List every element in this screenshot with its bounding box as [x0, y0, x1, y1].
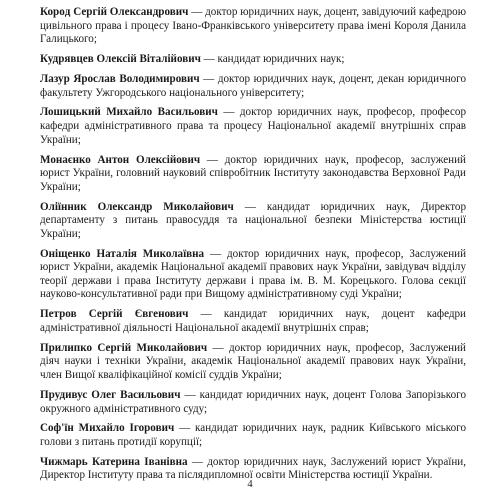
entry	[40, 201, 466, 242]
entry	[40, 53, 466, 67]
person-name: Корoд Сергій Олександрович	[40, 6, 189, 18]
person-description: — доктор юридичних наук, доцент, завідуючий кафедрою цивільного права і процесу Івано-Франківського університету права імені Короля Данила Галицького;	[40, 6, 466, 46]
person-description: — кандидат юридичних наук, доцент Голова Запорізького окружного адміністративного суду;	[40, 388, 466, 415]
entry	[40, 73, 466, 100]
person-description: — доктор юридичних наук, професор, Заслужений юрист України, академік Національної академії правових наук України, завідувач відділу теорії держави і права Інституту держави і права ім. В. М. Корецького. Голова секції науково-консультативної ради при Вищому адміністративному суді України;	[40, 247, 467, 301]
entry	[40, 342, 466, 383]
person-description: — кандидат юридичних наук, Директор департаменту з питань правосуддя та національної безпеки Міністерства юстиції України;	[40, 200, 466, 240]
entry	[40, 6, 466, 47]
entry	[40, 389, 466, 416]
person-description: — доктор юридичних наук, професор, заслужений юрист України, головний науковий співробітник Інституту законодавства Верховної Ради України;	[40, 153, 466, 193]
person-description: — доктор юридичних наук, Заслужений юрист України, Директор Інституту права та післядипломної освіти Міністерства юстиції України.	[40, 455, 466, 482]
person-description: — кандидат юридичних наук;	[200, 53, 345, 66]
person-name: Кудрявцев Олексій Віталійович	[40, 53, 201, 66]
person-description: — доктор юридичних наук, професор, Заслужений діяч науки і техніки України, академік Національної академії правових наук України, член Вищої кваліфікаційної комісії суддів України;	[40, 341, 466, 382]
entry	[40, 308, 466, 335]
entry	[40, 154, 466, 195]
page-number: 4	[247, 479, 253, 490]
person-name: Соф'їн Михайло Ігорович	[40, 422, 175, 435]
person-name: Прилипко Сергій Миколайович	[40, 341, 208, 354]
entry	[40, 106, 466, 147]
person-name: Оліїнник Олександр Миколайович	[40, 200, 234, 213]
entry	[40, 248, 466, 302]
person-description: — доктор юридичних наук, доцент, декан юридичного факультету Ужгородського національного університету;	[40, 72, 466, 99]
person-description: — кандидат юридичних наук, радник Київського міського голови з питань протидії корупції;	[40, 422, 466, 448]
person-description: — кандидат юридичних наук, доцент кафедри адміністративної діяльності Національної академії внутрішніх справ;	[40, 308, 466, 334]
person-name: Чижмарь Катерина Іванівна	[40, 455, 188, 468]
person-description: — доктор юридичних наук, професор, професор кафедри адміністративного права та процесу Національної академії внутрішніх справ України;	[40, 106, 466, 146]
person-name: Монаєнко Антон Олексійович	[40, 153, 201, 166]
person-name: Петров Сергій Євгенович	[40, 308, 189, 321]
entry	[40, 422, 466, 449]
person-name: Лошицький Михайло Васильович	[40, 106, 218, 119]
person-name: Прудивус Олег Васильович	[40, 388, 181, 401]
person-name: Оніщенко Наталія Миколаївна	[40, 247, 205, 260]
person-name: Лазур Ярослав Володимирович	[40, 72, 200, 85]
